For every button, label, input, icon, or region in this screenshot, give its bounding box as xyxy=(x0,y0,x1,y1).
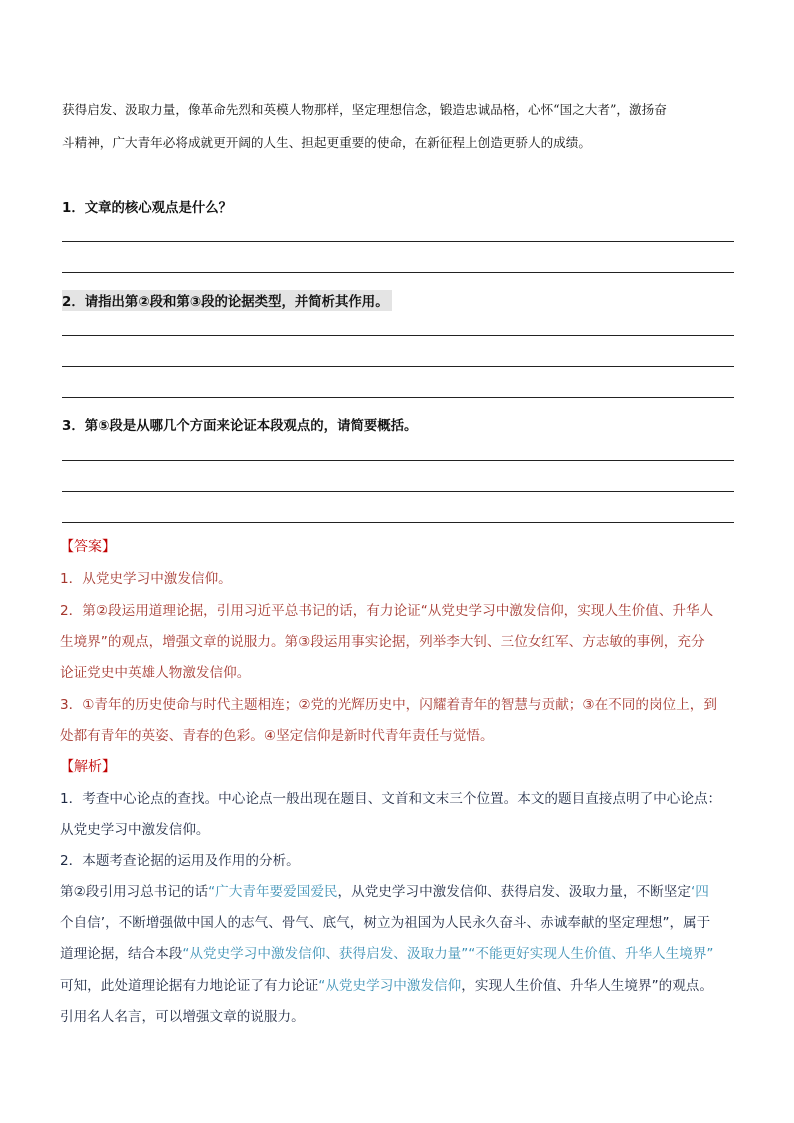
answer-line xyxy=(62,366,734,367)
answer-line xyxy=(62,272,734,273)
analysis-heading: 【解析】 xyxy=(60,759,116,775)
analysis-quote: “从党史学习中激发信仰 xyxy=(318,978,462,994)
answer-line xyxy=(62,397,734,398)
intro-line-2: 斗精神，广大青年必将成就更开阔的人生、担起更重要的使命，在新征程上创造更骄人的成绩。 xyxy=(62,135,591,150)
answer-line xyxy=(62,335,734,336)
analysis-2-line-3: 个自信’，不断增强做中国人的志气、骨气、底气，树立为祖国为人民永久奋斗、赤诚奉献的坚定理想”，属于 xyxy=(60,915,711,931)
analysis-2-line-2 xyxy=(60,884,709,900)
answer-line xyxy=(62,460,734,461)
analysis-2-line-4 xyxy=(60,946,713,962)
analysis-2-line-1: 2．本题考查论据的运用及作用的分析。 xyxy=(60,853,300,869)
analysis-2-line-5 xyxy=(60,978,713,994)
analysis-text: ，实现人生价值、升华人生境界”的观点。 xyxy=(461,978,713,994)
analysis-1-line-1: 1．考查中心论点的查找。中心论点一般出现在题目、文首和文末三个位置。本文的题目直接点明了中心论点： xyxy=(60,791,722,807)
question-2: 2．请指出第②段和第③段的论据类型，并简析其作用。 xyxy=(62,290,392,311)
answer-2-text: 2．第②段运用道理论据，引用习近平总书记的话，有力论证 xyxy=(60,603,421,619)
question-1: 1．文章的核心观点是什么？ xyxy=(62,201,233,216)
answer-2-line-2: 生境界”的观点，增强文章的说服力。第③段运用事实论据，列举李大钊、三位女红军、方志敏的事例，充分 xyxy=(60,634,705,650)
analysis-text: 可知，此处道理论据有力地论证了有力论证 xyxy=(60,978,319,994)
answer-2-line-1 xyxy=(60,603,713,619)
answer-line xyxy=(62,522,734,523)
analysis-1-line-2: 从党史学习中激发信仰。 xyxy=(60,822,210,838)
answer-2-line-3: 论证党史中英雄人物激发信仰。 xyxy=(60,665,251,681)
analysis-quote: “从党史学习中激发信仰、获得启发、汲取力量”“不能更好实现人生价值、升华人生境界” xyxy=(182,946,714,962)
analysis-2-line-6: 引用名人名言，可以增强文章的说服力。 xyxy=(60,1009,305,1025)
analysis-text: 第②段引用习总书记的话 xyxy=(60,884,209,900)
analysis-text: ，从党史学习中激发信仰、获得启发、汲取力量，不断坚定 xyxy=(337,884,691,900)
analysis-quote: ‘四 xyxy=(690,884,709,900)
answer-line xyxy=(62,241,734,242)
answer-3-line-2: 处都有青年的英姿、青春的色彩。④坚定信仰是新时代青年责任与觉悟。 xyxy=(60,728,494,744)
intro-line-1: 获得启发、汲取力量，像革命先烈和英模人物那样，坚定理想信念，锻造忠诚品格，心怀“国之大者”，激扬奋 xyxy=(62,102,667,117)
answer-1: 1．从党史学习中激发信仰。 xyxy=(60,571,232,587)
answer-line xyxy=(62,491,734,492)
answer-heading: 【答案】 xyxy=(60,539,116,555)
answer-2-quote: “从党史学习中激发信仰，实现人生价值、升华人 xyxy=(420,603,714,619)
question-3: 3．第⑤段是从哪几个方面来论证本段观点的，请简要概括。 xyxy=(62,419,418,434)
analysis-quote: “广大青年要爱国爱民 xyxy=(208,884,338,900)
answer-3-line-1: 3．①青年的历史使命与时代主题相连；②党的光辉历史中，闪耀着青年的智慧与贡献；③在不同的岗位上，到 xyxy=(60,697,717,713)
analysis-text: 道理论据，结合本段 xyxy=(60,946,183,962)
